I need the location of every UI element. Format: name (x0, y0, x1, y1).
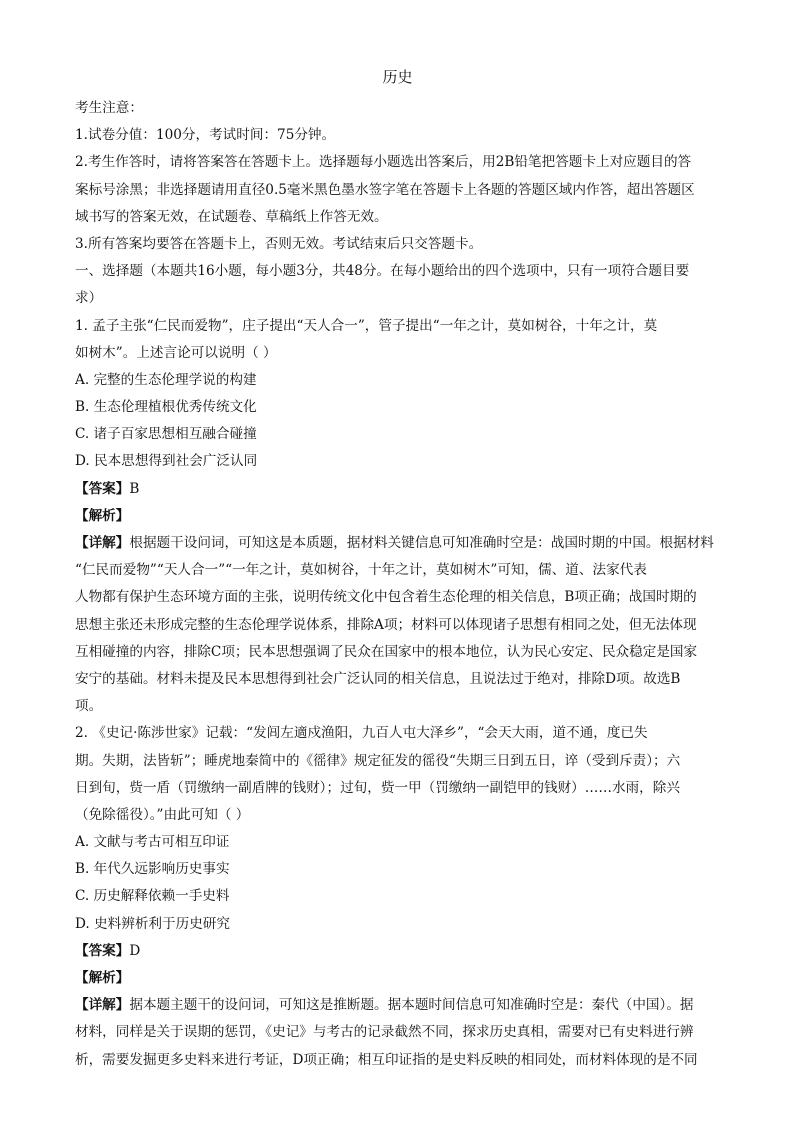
q2-detail: 材料，同样是关于误期的惩罚，《史记》与考古的记录截然不同，探求历史真相，需要对已有史料进行辨 (75, 1024, 694, 1041)
section-heading-cont: 求） (75, 290, 103, 307)
section-heading: 一、选择题（本题共16小题，每小题3分，共48分。在每小题给出的四个选项中，只有一项符合题目要 (75, 263, 690, 280)
notice-item: 2.考生作答时，请将答案答在答题卡上。选择题每小题选出答案后，用2B铅笔把答题卡上对应题目的答 (75, 154, 692, 171)
q2-detail (75, 992, 725, 1019)
q2-detail: 析，需要发掘更多史料来进行考证，D项正确；相互印证指的是史料反映的相同处，而材料体现的是不同 (75, 1051, 698, 1068)
q1-option-b: B. 生态伦理植根优秀传统文化 (75, 399, 257, 416)
q1-option-d: D. 民本思想得到社会广泛认同 (75, 453, 258, 470)
q2-answer (75, 938, 725, 965)
q1-detail: 互相碰撞的内容，排除C项；民本思想强调了民众在国家中的根本地位，认为民心安定、民众稳定是国家 (75, 643, 698, 660)
q1-detail: 思想主张还未形成完整的生态伦理学说体系，排除A项；材料可以体现诸子思想有相同之处，但无法体现 (75, 616, 697, 633)
q1-option-a: A. 完整的生态伦理学说的构建 (75, 371, 257, 388)
notice-item: 1.试卷分值：100分，考试时间：75分钟。 (75, 127, 336, 144)
answer-value: D (129, 942, 141, 959)
q2-option-a: A. 文献与考古可相互印证 (75, 834, 230, 851)
q2-stem: 期。失期，法皆斩”；睡虎地秦简中的《徭律》规定征发的徭役“失期三日到五日，谇（受到斥责）；六 (75, 752, 681, 769)
q2-analysis-label: 【解析】 (75, 970, 130, 986)
q1-analysis-label: 【解析】 (75, 507, 130, 524)
answer-label: 【答案】 (75, 942, 130, 959)
q2-stem: （免除徭役）。”由此可知（ ） (75, 806, 250, 823)
q2-stem: 日到旬，赀一盾（罚缴纳一副盾牌的钱财）；过旬，赀一甲（罚缴纳一副铠甲的钱财）……水雨，除兴 (75, 779, 680, 796)
q1-detail: 人物都有保护生态环境方面的主张，说明传统文化中包含着生态伦理的相关信息，B项正确；战国时期的 (75, 589, 697, 606)
q2-option-c: C. 历史解释依赖一手史料 (75, 888, 230, 905)
document-body (75, 95, 725, 1074)
notice-item: 3.所有答案均要答在答题卡上，否则无效。考试结束后只交答题卡。 (75, 235, 483, 252)
q1-answer (75, 476, 725, 503)
detail-label: 【详解】 (75, 997, 130, 1014)
page-title: 历史 (382, 68, 413, 86)
q2-stem: 2. 《史记·陈涉世家》记载：“发闾左適戍渔阳，九百人屯大泽乡”，“会天大雨，道不通，度已失 (75, 725, 648, 742)
notice-item: 域书写的答案无效，在试题卷、草稿纸上作答无效。 (75, 208, 388, 225)
answer-label: 【答案】 (75, 480, 130, 497)
q1-stem: 如树木”。上述言论可以说明（ ） (75, 344, 277, 361)
detail-text: 根据题干设问词，可知这是本质题，据材料关键信息可知准确时空是：战国时期的中国。根据材料 (129, 535, 714, 551)
detail-label: 【详解】 (75, 535, 130, 551)
q2-option-d: D. 史料辨析利于历史研究 (75, 915, 230, 932)
q1-detail: 安宁的基础。材料未提及民本思想得到社会广泛认同的相关信息，且说法过于绝对，排除D项。故选B (75, 670, 681, 687)
detail-text: 据本题主题干的设问词，可知这是推断题。据本题时间信息可知准确时空是：秦代（中国）。据 (129, 997, 694, 1014)
q1-detail (75, 530, 725, 557)
q2-option-b: B. 年代久远影响历史事实 (75, 861, 230, 878)
answer-value: B (129, 480, 140, 497)
notice-item: 案标号涂黑；非选择题请用直径0.5毫米黑色墨水签字笔在答题卡上各题的答题区域内作答，超出答题区 (75, 181, 695, 198)
notice-heading: 考生注意： (75, 100, 143, 116)
q1-detail: “仁民而爱物”“天人合一”“一年之计，莫如树谷，十年之计，莫如树木”可知，儒、道、法家代表 (75, 562, 647, 579)
q1-option-c: C. 诸子百家思想相互融合碰撞 (75, 426, 257, 443)
q1-stem: 1. 孟子主张“仁民而爱物”，庄子提出“天人合一”，管子提出“一年之计，莫如树谷，十年之计，莫 (75, 317, 658, 334)
q1-detail: 项。 (75, 698, 103, 715)
